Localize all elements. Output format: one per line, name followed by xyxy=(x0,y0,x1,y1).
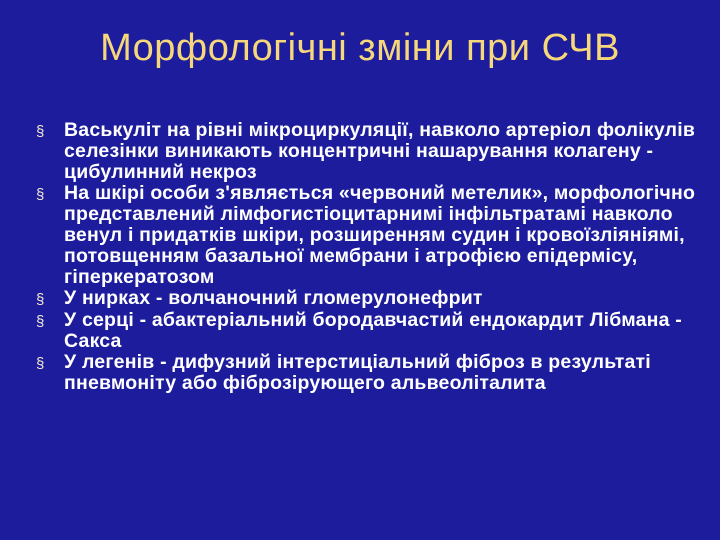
bullet-item-heart xyxy=(36,310,701,352)
bullet-marker-icon: § xyxy=(36,123,45,140)
bullet-text: У нирках - волчаночний гломерулонефрит xyxy=(64,287,483,309)
bullet-item-kidneys xyxy=(36,288,701,310)
bullet-list xyxy=(36,120,701,394)
bullet-marker-icon: § xyxy=(36,355,45,372)
bullet-item-skin xyxy=(36,183,701,288)
bullet-text: У серці - абактеріальний бородавчастий ендокардит Лібмана - Сакса xyxy=(64,309,682,352)
bullet-marker-icon: § xyxy=(36,313,45,330)
bullet-text: На шкірі особи з'являється «червоний метелик», морфологічно представлений лімфогистіоцитарнимі інфільтратамі навколо венул і придатків шкіри, розширенням судин і кровоїзліяніямі, потовщенням базальної мембрани і атрофією епідермісу, гіперкератозом xyxy=(64,182,696,288)
bullet-marker-icon: § xyxy=(36,291,45,308)
bullet-text: Васькуліт на рівні мікроциркуляції, навколо артеріол фолікулів селезінки виникають концентричні нашарування колагену - цибулинний некроз xyxy=(64,119,696,183)
bullet-item-vasculitis xyxy=(36,120,701,183)
bullet-text: У легенів - дифузний інтерстиціальний фіброз в результаті пневмоніту або фіброзірующего альвеоліталита xyxy=(64,351,651,394)
slide-title: Морфологічні зміни при СЧВ xyxy=(100,27,620,69)
bullet-item-lungs xyxy=(36,352,701,394)
bullet-marker-icon: § xyxy=(36,186,45,203)
